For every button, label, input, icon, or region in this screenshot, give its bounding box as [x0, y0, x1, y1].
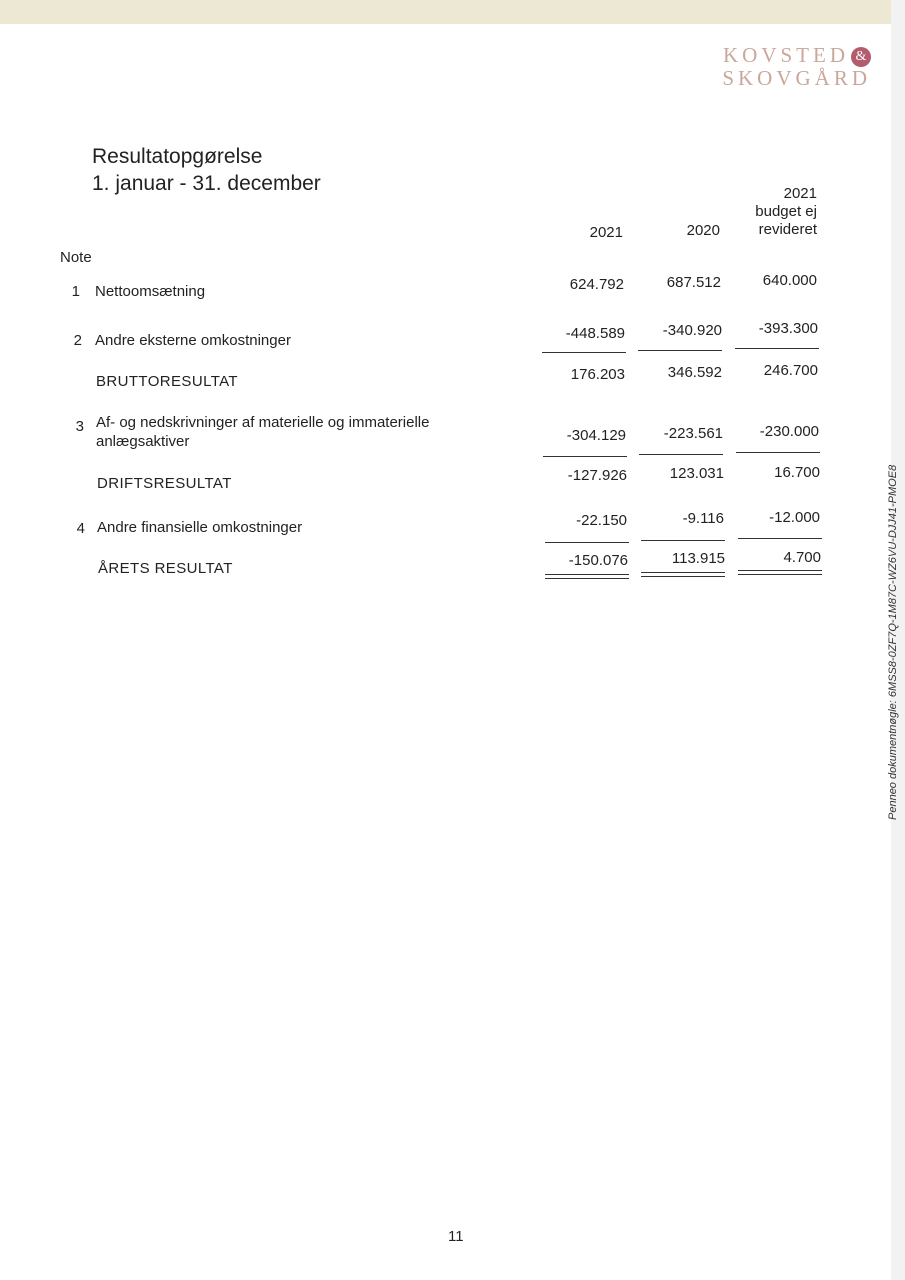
row-1-value-budget: 640.000 [762, 272, 817, 289]
row-2-value-2020: -340.920 [662, 322, 722, 339]
row-6-value-2020: -9.116 [682, 510, 724, 527]
row-label-af-og-nedskrivninger [96, 413, 429, 451]
row-note-2: 2 [73, 332, 82, 349]
row-label-bruttoresultat: BRUTTORESULTAT [96, 373, 238, 390]
bruttoresultat-value-2021: 176.203 [570, 366, 625, 383]
row-6-value-budget: -12.000 [769, 509, 820, 526]
bruttoresultat-value-2020: 346.592 [667, 364, 722, 381]
row-6-value-2021: -22.150 [576, 512, 627, 529]
row-2-value-2021: -448.589 [565, 325, 625, 342]
subtotal-rule-budget [735, 348, 819, 349]
bruttoresultat-value-budget: 246.700 [763, 362, 818, 379]
aarets-resultat-value-budget: 4.700 [783, 549, 821, 566]
driftsresultat-value-2020: 123.031 [669, 465, 724, 482]
penneo-document-key: Penneo dokumentnøgle: 6MSS8-0ZF7Q-1M87C-WZ6VU-DJJ41-PMOE8 [887, 464, 899, 820]
subtotal-rule-budget-b [736, 452, 820, 453]
row-label-andre-eksterne-omkostninger: Andre eksterne omkostninger [95, 332, 291, 349]
column-header-2020: 2020 [686, 222, 720, 239]
column-header-budget [730, 185, 817, 239]
subtotal-rule-2020-b [639, 454, 723, 455]
row-label-af-og-nedskrivninger-line-2: anlægsaktiver [96, 433, 190, 450]
row-1-value-2021: 624.792 [569, 276, 624, 293]
top-scan-strip [0, 0, 905, 24]
row-note-3: 3 [75, 418, 84, 435]
row-label-nettoomsaetning: Nettoomsætning [95, 283, 206, 300]
row-note-4: 4 [76, 520, 85, 537]
subtotal-rule-2021-b [543, 456, 627, 457]
title-line-2: 1. januar - 31. december [92, 172, 321, 195]
aarets-resultat-value-2021: -150.076 [568, 552, 628, 569]
driftsresultat-value-budget: 16.700 [774, 464, 820, 481]
row-label-af-og-nedskrivninger-line-1: Af- og nedskrivninger af materielle og immaterielle [96, 414, 430, 431]
total-rule-budget [738, 538, 822, 539]
final-double-rule-2021 [545, 574, 629, 579]
subtotal-rule-2020 [638, 350, 722, 351]
row-2-value-budget: -393.300 [758, 320, 818, 337]
page-number: 11 [448, 1228, 464, 1245]
company-logo [722, 44, 871, 90]
row-1-value-2020: 687.512 [666, 274, 721, 291]
title-line-1: Resultatopgørelse [92, 145, 263, 168]
logo-ampersand-icon: & [851, 47, 871, 67]
row-note-1: 1 [71, 283, 80, 300]
row-label-andre-finansielle-omkostninger: Andre finansielle omkostninger [97, 519, 303, 536]
column-header-2021: 2021 [589, 224, 623, 241]
final-double-rule-2020 [641, 572, 725, 577]
row-label-aarets-resultat: ÅRETS RESULTAT [98, 560, 233, 577]
note-column-header: Note [60, 249, 92, 266]
aarets-resultat-value-2020: 113.915 [671, 550, 725, 567]
row-label-driftsresultat: DRIFTSRESULTAT [97, 475, 232, 492]
final-double-rule-budget [738, 570, 822, 575]
row-4-value-budget: -230.000 [759, 423, 819, 440]
logo-line-2: SKOVGÅRD [722, 66, 871, 90]
driftsresultat-value-2021: -127.926 [567, 467, 627, 484]
budget-header-line-1: 2021 [783, 185, 817, 202]
subtotal-rule-2021 [542, 352, 626, 353]
logo-line-1: KOVSTED [723, 43, 849, 67]
total-rule-2021 [545, 542, 629, 543]
page-title [92, 143, 321, 197]
budget-header-line-3: revideret [758, 221, 817, 238]
row-4-value-2021: -304.129 [566, 427, 626, 444]
total-rule-2020 [641, 540, 725, 541]
budget-header-line-2: budget ej [755, 203, 817, 220]
row-4-value-2020: -223.561 [663, 425, 723, 442]
